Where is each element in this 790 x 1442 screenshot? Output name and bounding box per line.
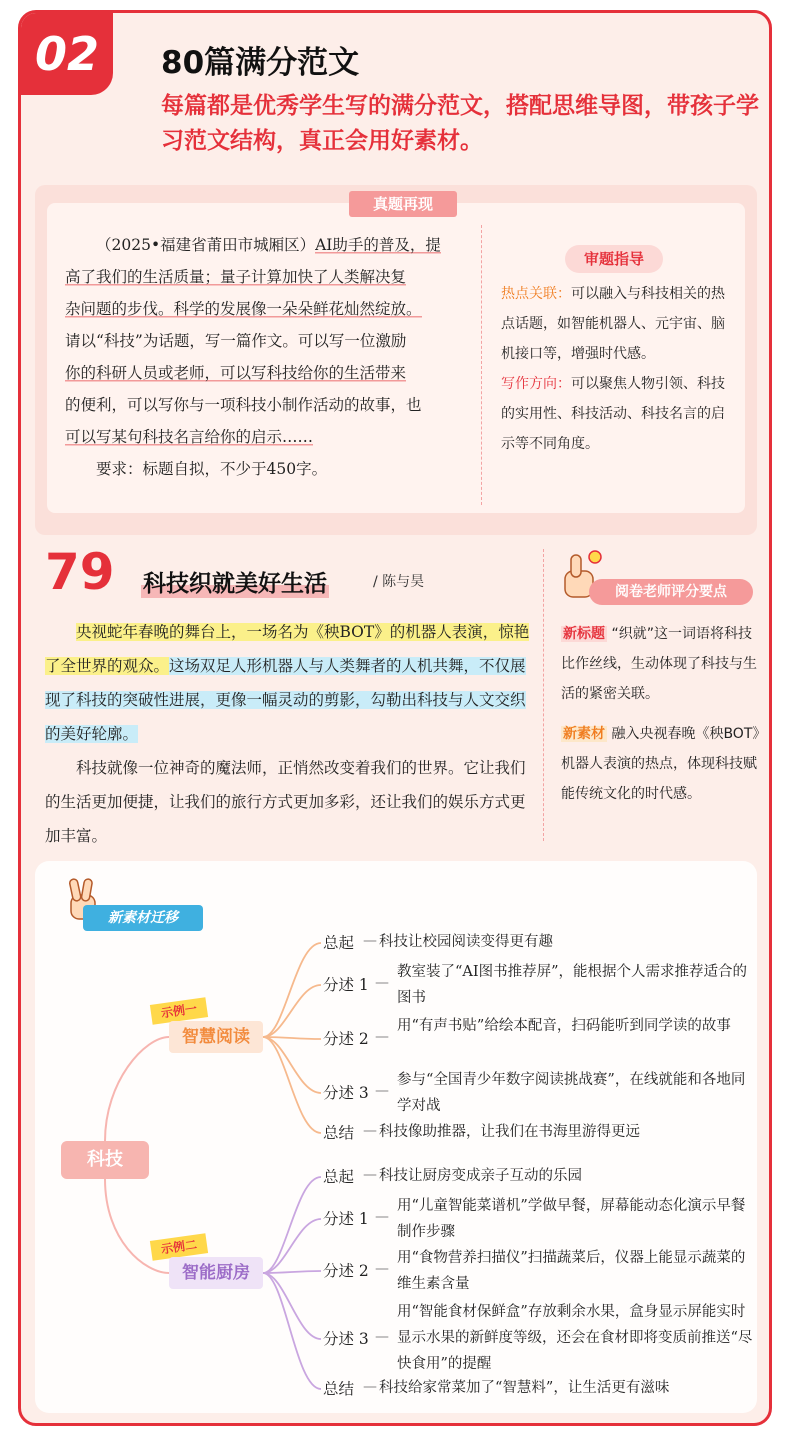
exam-line-4: 请以“科技”为话题，写一篇作文。可以写一位激励 [65,332,407,350]
leaf-dash: — [375,1261,389,1277]
leaf-label: 分述 3 [323,1084,369,1102]
leaf-label: 分述 3 [323,1330,369,1348]
essay-paragraph-2: 科技就像一位神奇的魔法师，正悄然改变着我们的世界。它让我们的生活更加便捷，让我们的旅行方式更加多彩，还让我们的娱乐方式更加丰富。 [45,759,526,845]
exam-line-1: AI助手的普及，提 [315,236,441,254]
leaf-text: 用“食物营养扫描仪”扫描蔬菜后，仪器上能显示蔬菜的维生素含量 [397,1250,746,1292]
guide-tag: 审题指导 [565,245,663,273]
branch-node-smart-reading: 智慧阅读 [169,1021,263,1053]
leaf-label: 分述 1 [323,1210,369,1228]
leaf-dash: — [375,975,389,991]
grading-label-title: 新标题 [563,626,605,642]
grading-label-material: 新素材 [563,726,605,742]
connector-b2-l3 [263,1271,321,1273]
section-number: 02 [21,13,113,95]
page-frame [18,10,772,1426]
leaf-label: 总起 [323,934,355,952]
example-tag-1: 示例一 [150,997,208,1025]
leaf-text: 科技让厨房变成亲子互动的乐园 [379,1168,582,1184]
connector-b2-l5 [263,1273,321,1389]
leaf-dash: — [363,1379,377,1395]
divider [543,549,544,841]
leaf-label: 分述 2 [323,1030,369,1048]
essay-title: 科技织就美好生活 [141,565,329,598]
connector-b2-l2 [263,1219,321,1273]
grading-text-material: 融入央视春晚《秧BOT》机器人表演的热点，体现科技赋能传统文化的时代感。 [561,726,760,802]
leaf-label: 总起 [323,1168,355,1186]
leaf-label: 分述 2 [323,1262,369,1280]
connector-b1-l5 [263,1037,321,1133]
guide-label-hotspot: 热点关联： [501,286,571,302]
leaf-dash: — [375,1029,389,1045]
leaf-text: 用“有声书贴”给绘本配音，扫码能听到同学读的故事 [397,1018,731,1034]
mindmap-root: 科技 [61,1141,149,1179]
grading-text [561,619,761,809]
leaf-text: 科技给家常菜加了“智慧料”，让生活更有滋味 [379,1380,670,1396]
leaf-text: 教室装了“AI图书推荐屏”，能根据个人需求推荐适合的图书 [397,964,748,1006]
grading-text-title: “织就”这一词语将科技比作丝线，生动体现了科技与生活的紧密关联。 [561,626,757,702]
essay-body [45,615,531,853]
example-tag-2: 示例二 [150,1233,208,1261]
essay-number: 79 [45,543,115,601]
exam-line-3: 杂问题的步伐。科学的发展像一朵朵鲜花灿然绽放。 [65,300,422,318]
connector-b1-l1 [263,943,321,1037]
leaf-text: 用“智能食材保鲜盒”存放剩余水果，盒身显示屏能实时显示水果的新鲜度等级，还会在食材即将变质前推送“尽快食用”的提醒 [397,1304,753,1372]
connector-b1-l2 [263,985,321,1037]
exam-section [35,185,757,535]
leaf-dash: — [363,1123,377,1139]
guide-text-direction: 可以聚焦人物引领、科技的实用性、科技活动、科技名言的启示等不同角度。 [501,376,725,452]
leaf-text: 科技让校园阅读变得更有趣 [379,934,553,950]
connector-root-b1 [105,1037,169,1141]
leaf-dash: — [363,933,377,949]
exam-line-6: 的便利，可以写你与一项科技小制作活动的故事，也 [65,396,422,414]
exam-line-7: 可以写某句科技名言给你的启示…… [65,428,314,446]
exam-prompt [65,229,465,485]
leaf-label: 总结 [323,1124,355,1142]
divider [481,225,482,505]
leaf-dash: — [375,1209,389,1225]
connector-b2-l4 [263,1273,321,1339]
mindmap-tag: 新素材迁移 [83,905,203,931]
exam-tag: 真题再现 [349,191,457,217]
connector-b2-l1 [263,1177,321,1273]
leaf-text: 用“儿童智能菜谱机”学做早餐，屏幕能动态化演示早餐制作步骤 [397,1198,746,1240]
leaf-text: 参与“全国青少年数字阅读挑战赛”，在线就能和各地同学对战 [397,1072,746,1114]
mindmap-card [35,861,757,1413]
essay-highlight-yellow: 央视蛇年春晚的舞台上，一场名为《秧BOT》的机器人表演，惊艳了全世界的观众。 [45,623,530,675]
exam-source: （2025•福建省莆田市城厢区） [96,236,316,254]
guide-text [501,279,737,459]
exam-line-5: 你的科研人员或老师，可以写科技给你的生活带来 [65,364,407,382]
connector-b1-l4 [263,1037,321,1093]
grading-tag: 阅卷老师评分要点 [589,579,753,605]
essay-highlight-blue: 这场双足人形机器人与人类舞者的人机共舞，不仅展现了科技的突破性进展，更像一幅灵动的剪影，勾勒出科技与人文交织的美好轮廓。 [45,657,526,743]
leaf-dash: — [363,1167,377,1183]
leaf-text: 科技像助推器，让我们在书海里游得更远 [379,1124,640,1140]
leaf-label: 总结 [323,1380,355,1398]
page-subtitle: 每篇都是优秀学生写的满分范文，搭配思维导图，带孩子学习范文结构，真正会用好素材。 [161,93,759,154]
essay-author: / 陈与昊 [373,574,425,590]
guide-text-hotspot: 可以融入与科技相关的热点话题，如智能机器人、元宇宙、脑机接口等，增强时代感。 [501,286,725,362]
exam-requirement: 要求：标题自拟，不少于450字。 [96,460,328,478]
leaf-label: 分述 1 [323,976,369,994]
page-title: 80篇满分范文 [161,45,360,81]
leaf-dash: — [375,1329,389,1345]
branch-node-smart-kitchen: 智能厨房 [169,1257,263,1289]
guide-label-direction: 写作方向： [501,376,571,392]
leaf-dash: — [375,1083,389,1099]
connector-b1-l3 [263,1037,321,1039]
exam-line-2: 高了我们的生活质量；量子计算加快了人类解决复 [65,268,407,286]
exam-card [47,195,745,513]
